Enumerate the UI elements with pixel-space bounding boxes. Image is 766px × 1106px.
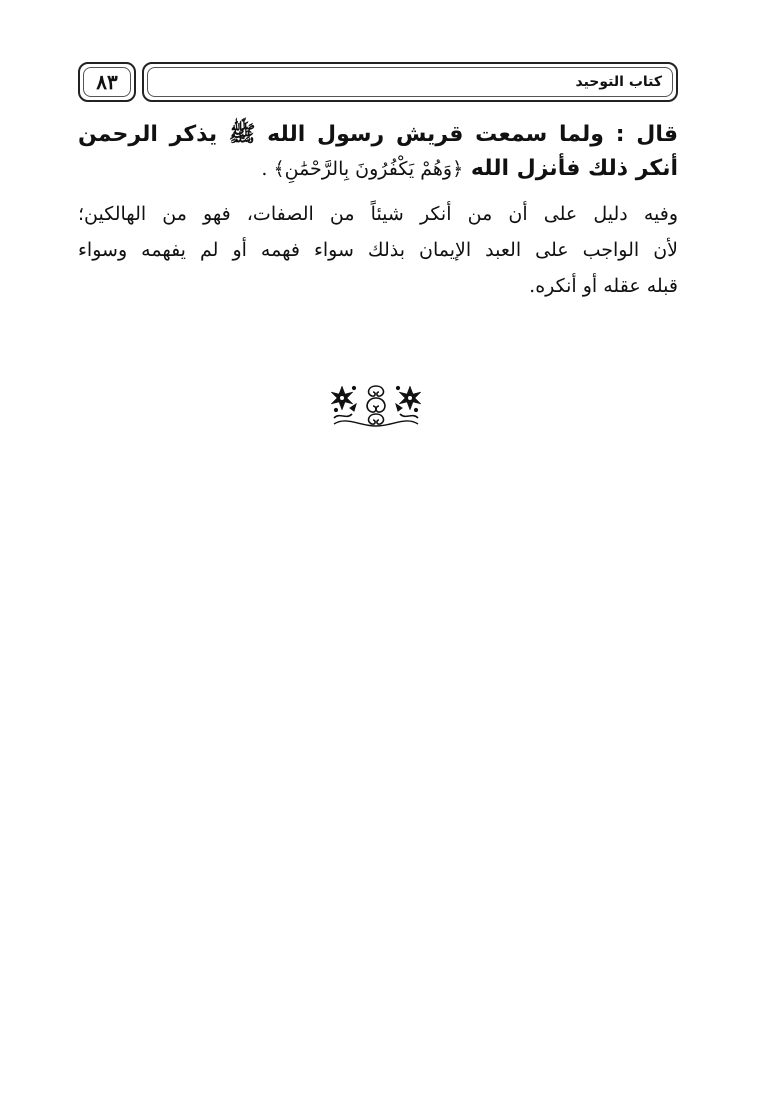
bold-line-1: قال : ولما سمعت قريش رسول الله ﷺ يذكر الرحمن bbox=[78, 122, 678, 147]
bold-paragraph bbox=[78, 118, 678, 186]
body-line-1: وفيه دليل على أن من أنكر شيئاً من الصفات، فهو من الهالكين؛ bbox=[78, 203, 678, 225]
body-line-3: قبله عقله أو أنكره. bbox=[529, 275, 678, 297]
bold-line-2-text: أنكر ذلك فأنزل الله bbox=[470, 156, 678, 181]
running-title bbox=[142, 62, 678, 102]
book-title: كتاب التوحيد bbox=[575, 74, 662, 90]
body-line-2: لأن الواجب على العبد الإيمان بذلك سواء فهمه أو لم يفهمه وسواء bbox=[78, 239, 678, 261]
page-header bbox=[78, 62, 678, 104]
body-paragraph bbox=[78, 196, 678, 304]
floral-ornament-icon bbox=[330, 380, 422, 430]
bold-line-2 bbox=[78, 152, 678, 186]
page-number: ٨٣ bbox=[78, 62, 136, 102]
quran-verse: ﴿وَهُمْ يَكْفُرُونَ بِالرَّحْمَٰنِ﴾ bbox=[273, 158, 464, 180]
verse-period: . bbox=[261, 158, 274, 180]
